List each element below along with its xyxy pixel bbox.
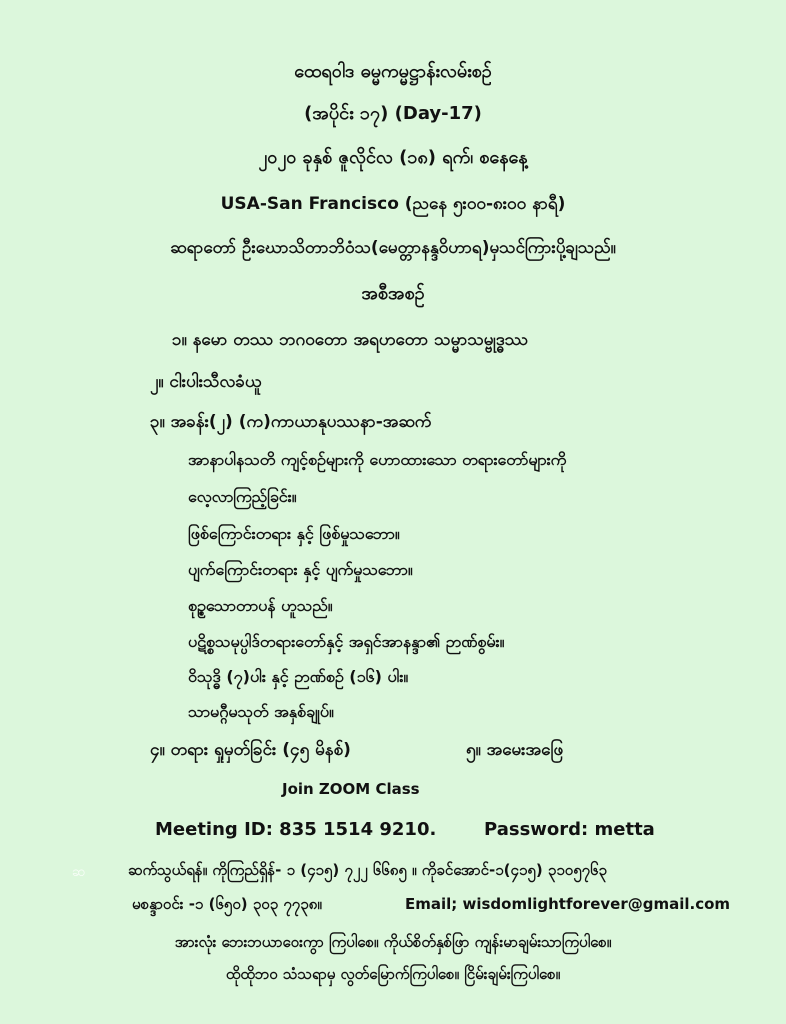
agenda-sub-item: စုဥ္စသောတာပန် ဟူသည်။ [188, 596, 333, 615]
watermark-glyph: ဆ [72, 864, 86, 880]
agenda-sub-item: ပျက်ကြောင်းတရား နှင့် ပျက်မှုသဘော။ [188, 560, 413, 579]
meeting-password: Password: metta [484, 819, 655, 840]
contact-email: Email; wisdomlightforever@gmail.com [405, 895, 731, 913]
agenda-sub-item: ပဋိစ္စသမုပ္ပါဒ်တရားတော်နှင့် အရှင်အာနန္ဒာ၏ ဉာဏ်စွမ်း။ [188, 632, 505, 651]
agenda-item-4: ၄။ တရား ရှုမှတ်ခြင်း (၄၅ မိနစ်) [150, 740, 351, 760]
document-title: ထေရဝါဒ ဓမ္မကမ္မဋ္ဌာန်းလမ်းစဉ် [294, 61, 492, 82]
agenda-item-1: ၁။ နမော တဿ ဘဂဝတော အရဟတော သမ္မာသမ္ဗုဒ္ဓဿ [172, 330, 529, 350]
agenda-sub-item: ဖြစ်ကြောင်းတရား နှင့် ဖြစ်မှုသဘော။ [188, 524, 400, 543]
agenda-item-3: ၃။ အခန်း(၂) (က)ကာယာနုပဿနာ-အဆက် [150, 412, 432, 432]
contact-line: ဆက်သွယ်ရန်။ ကိုကြည်ရှိန်- ၁ (၄၁၅) ၇၂၂ ၆၆၈၅ ။ ကိုခင်အောင်-၁(၄၁၅) ၃၁၀၅၇၆၃ [128, 861, 607, 879]
agenda-sub-item: သာမဂ္ဂီမသုတ် အနှစ်ချုပ်။ [188, 702, 334, 721]
agenda-sub-item: အာနာပါနသတိ ကျင့်စဉ်များကို ဟောထားသော တရားတော်များကို [188, 450, 567, 469]
location-line: USA-San Francisco (ညနေ ၅း၀၀-၈း၀၀ နာရီ) [220, 194, 566, 214]
meeting-id: Meeting ID: 835 1514 9210. [155, 819, 437, 840]
date-line: ၂၀၂၀ ခုနှစ် ဇူလိုင်လ (၁၈) ရက်၊ စနေနေ့ [258, 147, 528, 168]
contact-phone: မစန္ဒာဝင်း -၁ (၆၅၀) ၃၀၃ ၇၇၃၈။ [132, 895, 322, 913]
agenda-sub-item: လေ့လာကြည့်ခြင်း။ [188, 487, 297, 506]
agenda-item-5: ၅။ အမေးအဖြေ [466, 740, 564, 760]
part-label: (အပိုင်း ၁၇) (Day-17) [304, 103, 482, 124]
agenda-item-2: ၂။ ငါးပါးသီလခံယူ [150, 372, 262, 392]
blessing-line-1: အားလုံး ဘေးဘယာဝေးကွာ ကြပါစေ။ ကိုယ်စိတ်နှစ်ဖြာ ကျန်းမာချမ်းသာကြပါစေ။ [174, 933, 612, 951]
teacher-line: ဆရာတော် ဦးဃောသိတာဘိဝံသ(မေတ္တာနန္ဒဝိဟာရ)မှသင်ကြားပို့ချသည်။ [170, 238, 616, 258]
join-zoom-label: Join ZOOM Class [282, 780, 420, 798]
agenda-heading: အစီအစဉ် [361, 283, 425, 304]
agenda-sub-item: ဝိသုဒ္ဓိ (၇)ပါး နှင့် ဉာဏ်စဉ် (၁၆) ပါး။ [188, 667, 409, 686]
blessing-line-2: ထိုထိုဘဝ သံသရာမှ လွတ်မြောက်ကြပါစေ။ ငြိမ်းချမ်းကြပါစေ။ [225, 965, 561, 983]
